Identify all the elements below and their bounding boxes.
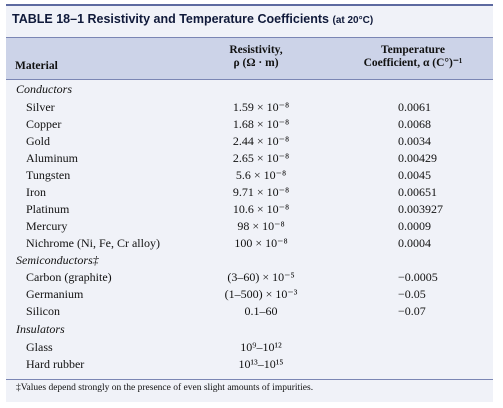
row-resistivity: 1.59 × 10⁻⁸: [232, 100, 290, 114]
row-name: Hard rubber: [26, 357, 85, 371]
row-name: Silver: [26, 100, 55, 114]
row-resistivity: 5.6 × 10⁻⁸: [235, 168, 287, 182]
row-resistivity: 9.71 × 10⁻⁸: [232, 185, 290, 199]
row-resistivity: 10¹³–10¹⁵: [238, 357, 284, 371]
bottom-rule: [6, 379, 493, 380]
row-name: Tungsten: [26, 168, 71, 182]
row-name: Carbon (graphite): [26, 270, 112, 284]
row-coefficient: −0.05: [398, 287, 426, 301]
section-semiconductors: Semiconductors‡: [16, 253, 99, 267]
row-name: Aluminum: [26, 151, 79, 165]
row-resistivity: (1–500) × 10⁻³: [224, 287, 298, 301]
row-coefficient: −0.07: [398, 304, 426, 318]
row-coefficient: 0.0004: [398, 236, 431, 250]
row-name: Germanium: [26, 287, 84, 301]
row-name: Iron: [26, 185, 46, 199]
row-resistivity: 100 × 10⁻⁸: [234, 236, 288, 250]
table-title: [6, 12, 499, 26]
row-resistivity: 2.65 × 10⁻⁸: [232, 151, 290, 165]
row-coefficient: 0.0068: [398, 117, 431, 131]
section-conductors: Conductors: [16, 82, 73, 96]
row-resistivity: 0.1–60: [244, 304, 278, 318]
header-material: Material: [15, 60, 58, 72]
row-resistivity: 98 × 10⁻⁸: [237, 219, 285, 233]
row-name: Mercury: [26, 219, 68, 233]
row-coefficient: 0.0034: [398, 134, 431, 148]
table-title-main: TABLE 18–1 Resistivity and Temperature Coefficients: [12, 12, 329, 26]
header-temp-line1: Temperature: [381, 44, 445, 56]
row-resistivity: (3–60) × 10⁻⁵: [227, 270, 295, 284]
row-resistivity: 1.68 × 10⁻⁸: [232, 117, 290, 131]
row-name: Glass: [26, 340, 53, 354]
row-coefficient: 0.003927: [398, 202, 443, 216]
row-name: Gold: [26, 134, 50, 148]
header-resistivity: [206, 44, 306, 70]
row-name: Silicon: [26, 304, 61, 318]
header-temperature-coefficient: [338, 44, 488, 70]
header-resistivity-line1: Resistivity,: [229, 44, 283, 56]
section-insulators: Insulators: [16, 322, 65, 336]
row-coefficient: 0.00651: [398, 185, 437, 199]
row-name: Copper: [26, 117, 62, 131]
row-resistivity: 10.6 × 10⁻⁸: [232, 202, 290, 216]
row-coefficient: −0.0005: [398, 270, 438, 284]
row-coefficient: 0.0061: [398, 100, 431, 114]
row-resistivity: 2.44 × 10⁻⁸: [232, 134, 290, 148]
footnote: ‡Values depend strongly on the presence of even slight amounts of impurities.: [16, 383, 314, 393]
row-name: Platinum: [26, 202, 70, 216]
row-coefficient: 0.0045: [398, 168, 431, 182]
header-resistivity-line2: ρ (Ω · m): [233, 57, 279, 69]
resistivity-table: [6, 4, 493, 402]
header-temp-line2: Coefficient, α (C°)⁻¹: [363, 57, 463, 69]
row-coefficient: 0.0009: [398, 219, 431, 233]
row-coefficient: 0.00429: [398, 151, 437, 165]
table-title-condition: (at 20°C): [332, 15, 374, 26]
row-name: Nichrome (Ni, Fe, Cr alloy): [26, 236, 160, 250]
row-resistivity: 10⁹–10¹²: [240, 340, 282, 354]
